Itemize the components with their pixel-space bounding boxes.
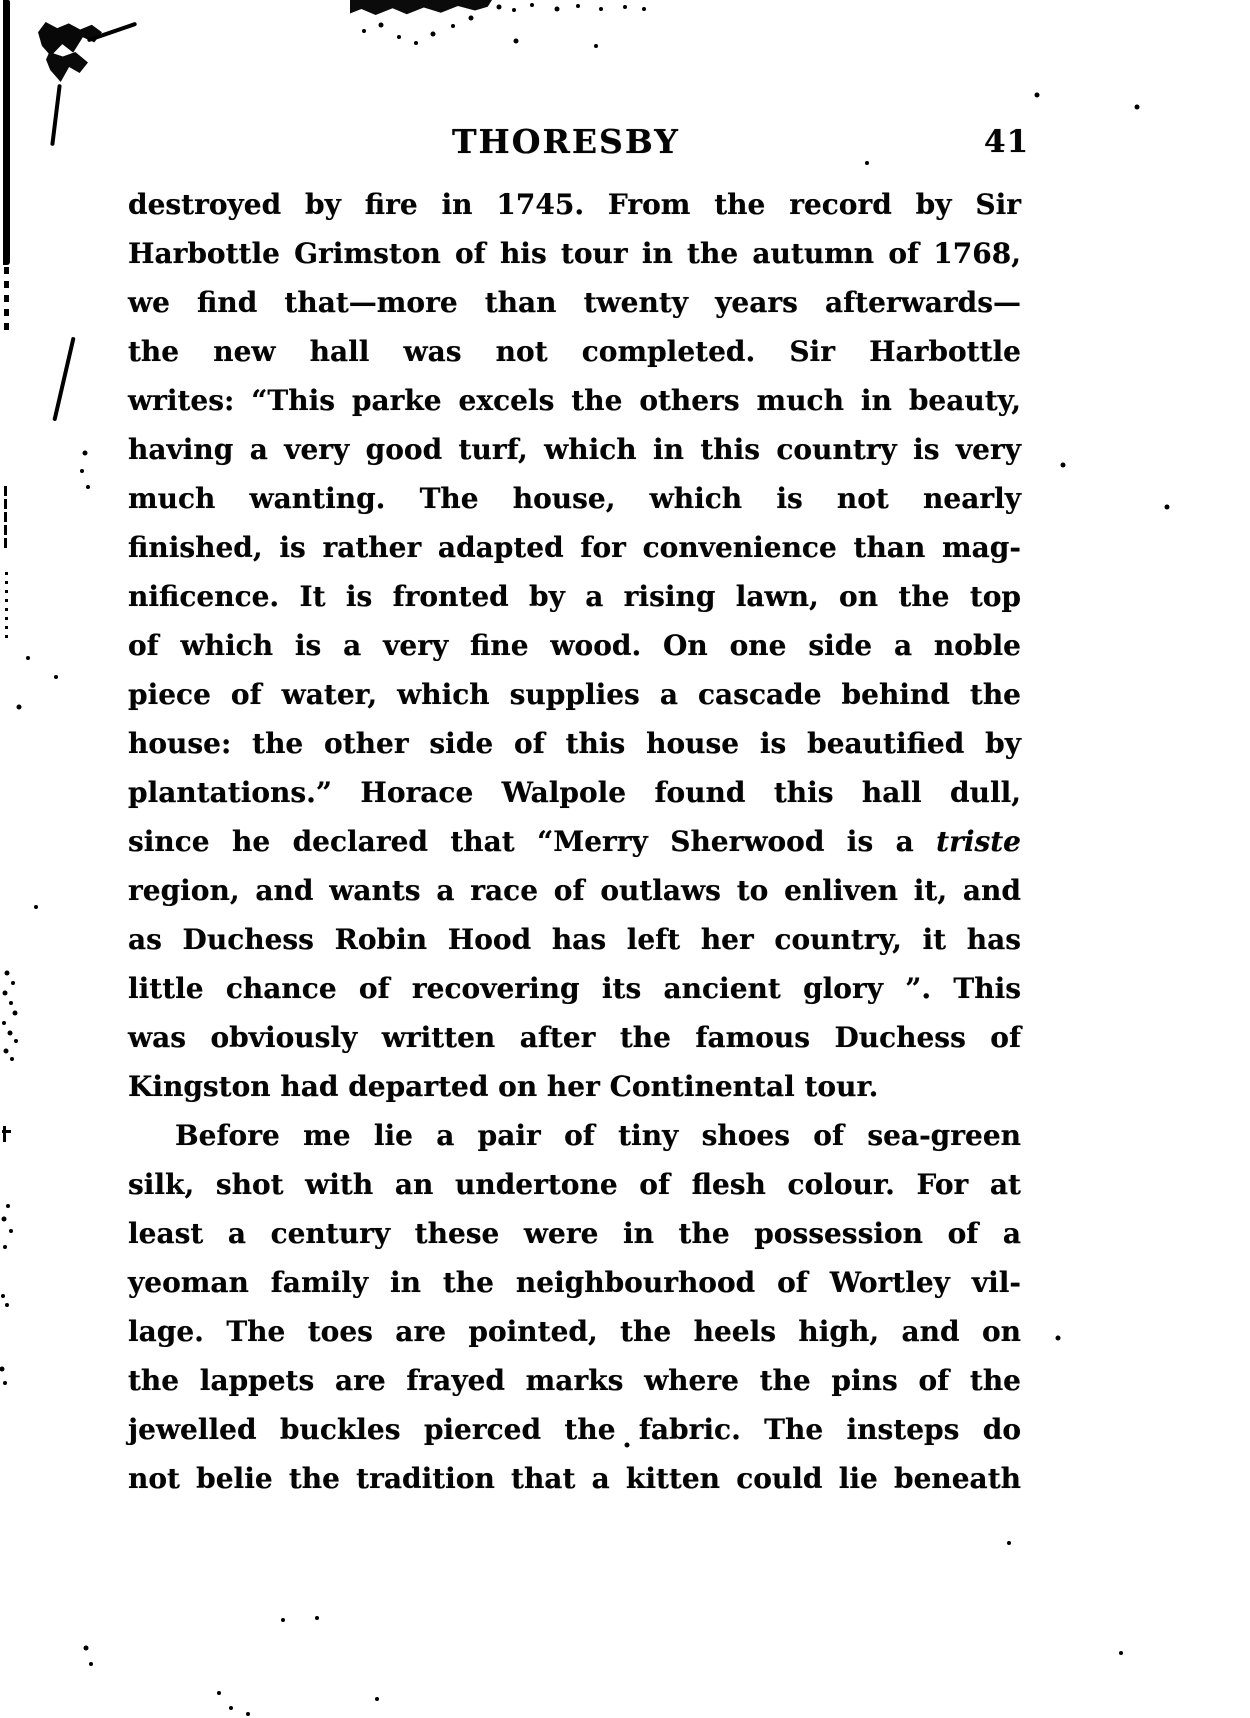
text-line [128,523,1021,572]
text-line [128,1013,1021,1062]
body-text [128,180,1021,1503]
text-line [128,229,1021,278]
text-line [128,1209,1021,1258]
text-segment: writes: “This parke excels the others much in beauty, [128,384,1021,417]
page-title: THORESBY [452,122,680,161]
text-line [128,278,1021,327]
text-segment: yeoman family in the neighbourhood of Wortley vil- [128,1266,1021,1299]
text-line [128,1160,1021,1209]
text-segment: destroyed by fire in 1745. From the record by Sir [128,188,1021,221]
text-line [128,768,1021,817]
text-segment: having a very good turf, which in this country is very [128,433,1021,466]
text-segment: finished, is rather adapted for convenience than mag- [128,531,1021,564]
text-segment: Harbottle Grimston of his tour in the autumn of 1768, [128,237,1021,270]
scan-edge-bar-dashes [4,267,9,335]
text-line [128,866,1021,915]
text-segment: piece of water, which supplies a cascade behind the [128,678,1021,711]
text-line [128,1356,1021,1405]
text-segment: Before me lie a pair of tiny shoes of sea-green [175,1119,1021,1152]
text-line [128,817,1021,866]
text-segment: nificence. It is fronted by a rising lawn, on the top [128,580,1021,613]
text-line [128,474,1021,523]
text-line [128,964,1021,1013]
text-segment: Kingston had departed on her Continental tour. [128,1070,879,1103]
text-segment: as Duchess Robin Hood has left her country, it has [128,923,1021,956]
running-head [0,0,1250,180]
text-segment: lage. The toes are pointed, the heels high, and on [128,1315,1021,1348]
text-segment: was obviously written after the famous Duchess of [128,1021,1021,1054]
text-line [128,915,1021,964]
text-segment: least a century these were in the possession of a [128,1217,1021,1250]
text-line [128,425,1021,474]
scan-stroke-hook [52,337,75,422]
text-segment: house: the other side of this house is beautified by [128,727,1021,760]
text-line [128,1405,1021,1454]
text-line [128,1111,1021,1160]
scan-cross-mark [3,1126,6,1142]
text-segment: the lappets are frayed marks where the pins of the [128,1364,1021,1397]
text-segment: we find that—more than twenty years afterwards— [128,286,1021,319]
italic-text: triste [936,825,1021,858]
text-line [128,1454,1021,1503]
page-number: 41 [984,124,1030,160]
text-line [128,719,1021,768]
text-line [128,1258,1021,1307]
text-line [128,1062,1021,1111]
text-segment: of which is a very fine wood. On one side a noble [128,629,1021,662]
text-segment: the new hall was not completed. Sir Harbottle [128,335,1021,368]
text-line [128,572,1021,621]
text-segment: since he declared that “Merry Sherwood is a [128,825,937,858]
text-line [128,1307,1021,1356]
text-segment: much wanting. The house, which is not nearly [128,482,1021,515]
text-segment: region, and wants a race of outlaws to enliven it, and [128,874,1021,907]
text-line [128,621,1021,670]
scan-edge-line-dotted [5,572,8,644]
text-line [128,327,1021,376]
text-segment: not belie the tradition that a kitten could lie beneath [128,1462,1021,1495]
text-segment: little chance of recovering its ancient glory ”. This [128,972,1021,1005]
text-segment: silk, shot with an undertone of flesh colour. For at [128,1168,1021,1201]
text-segment: jewelled buckles pierced the fabric. The insteps do [128,1413,1021,1446]
text-line [128,376,1021,425]
scan-edge-line-faint [4,486,7,550]
text-line [128,670,1021,719]
text-segment: plantations.” Horace Walpole found this hall dull, [128,776,1021,809]
text-line [128,180,1021,229]
